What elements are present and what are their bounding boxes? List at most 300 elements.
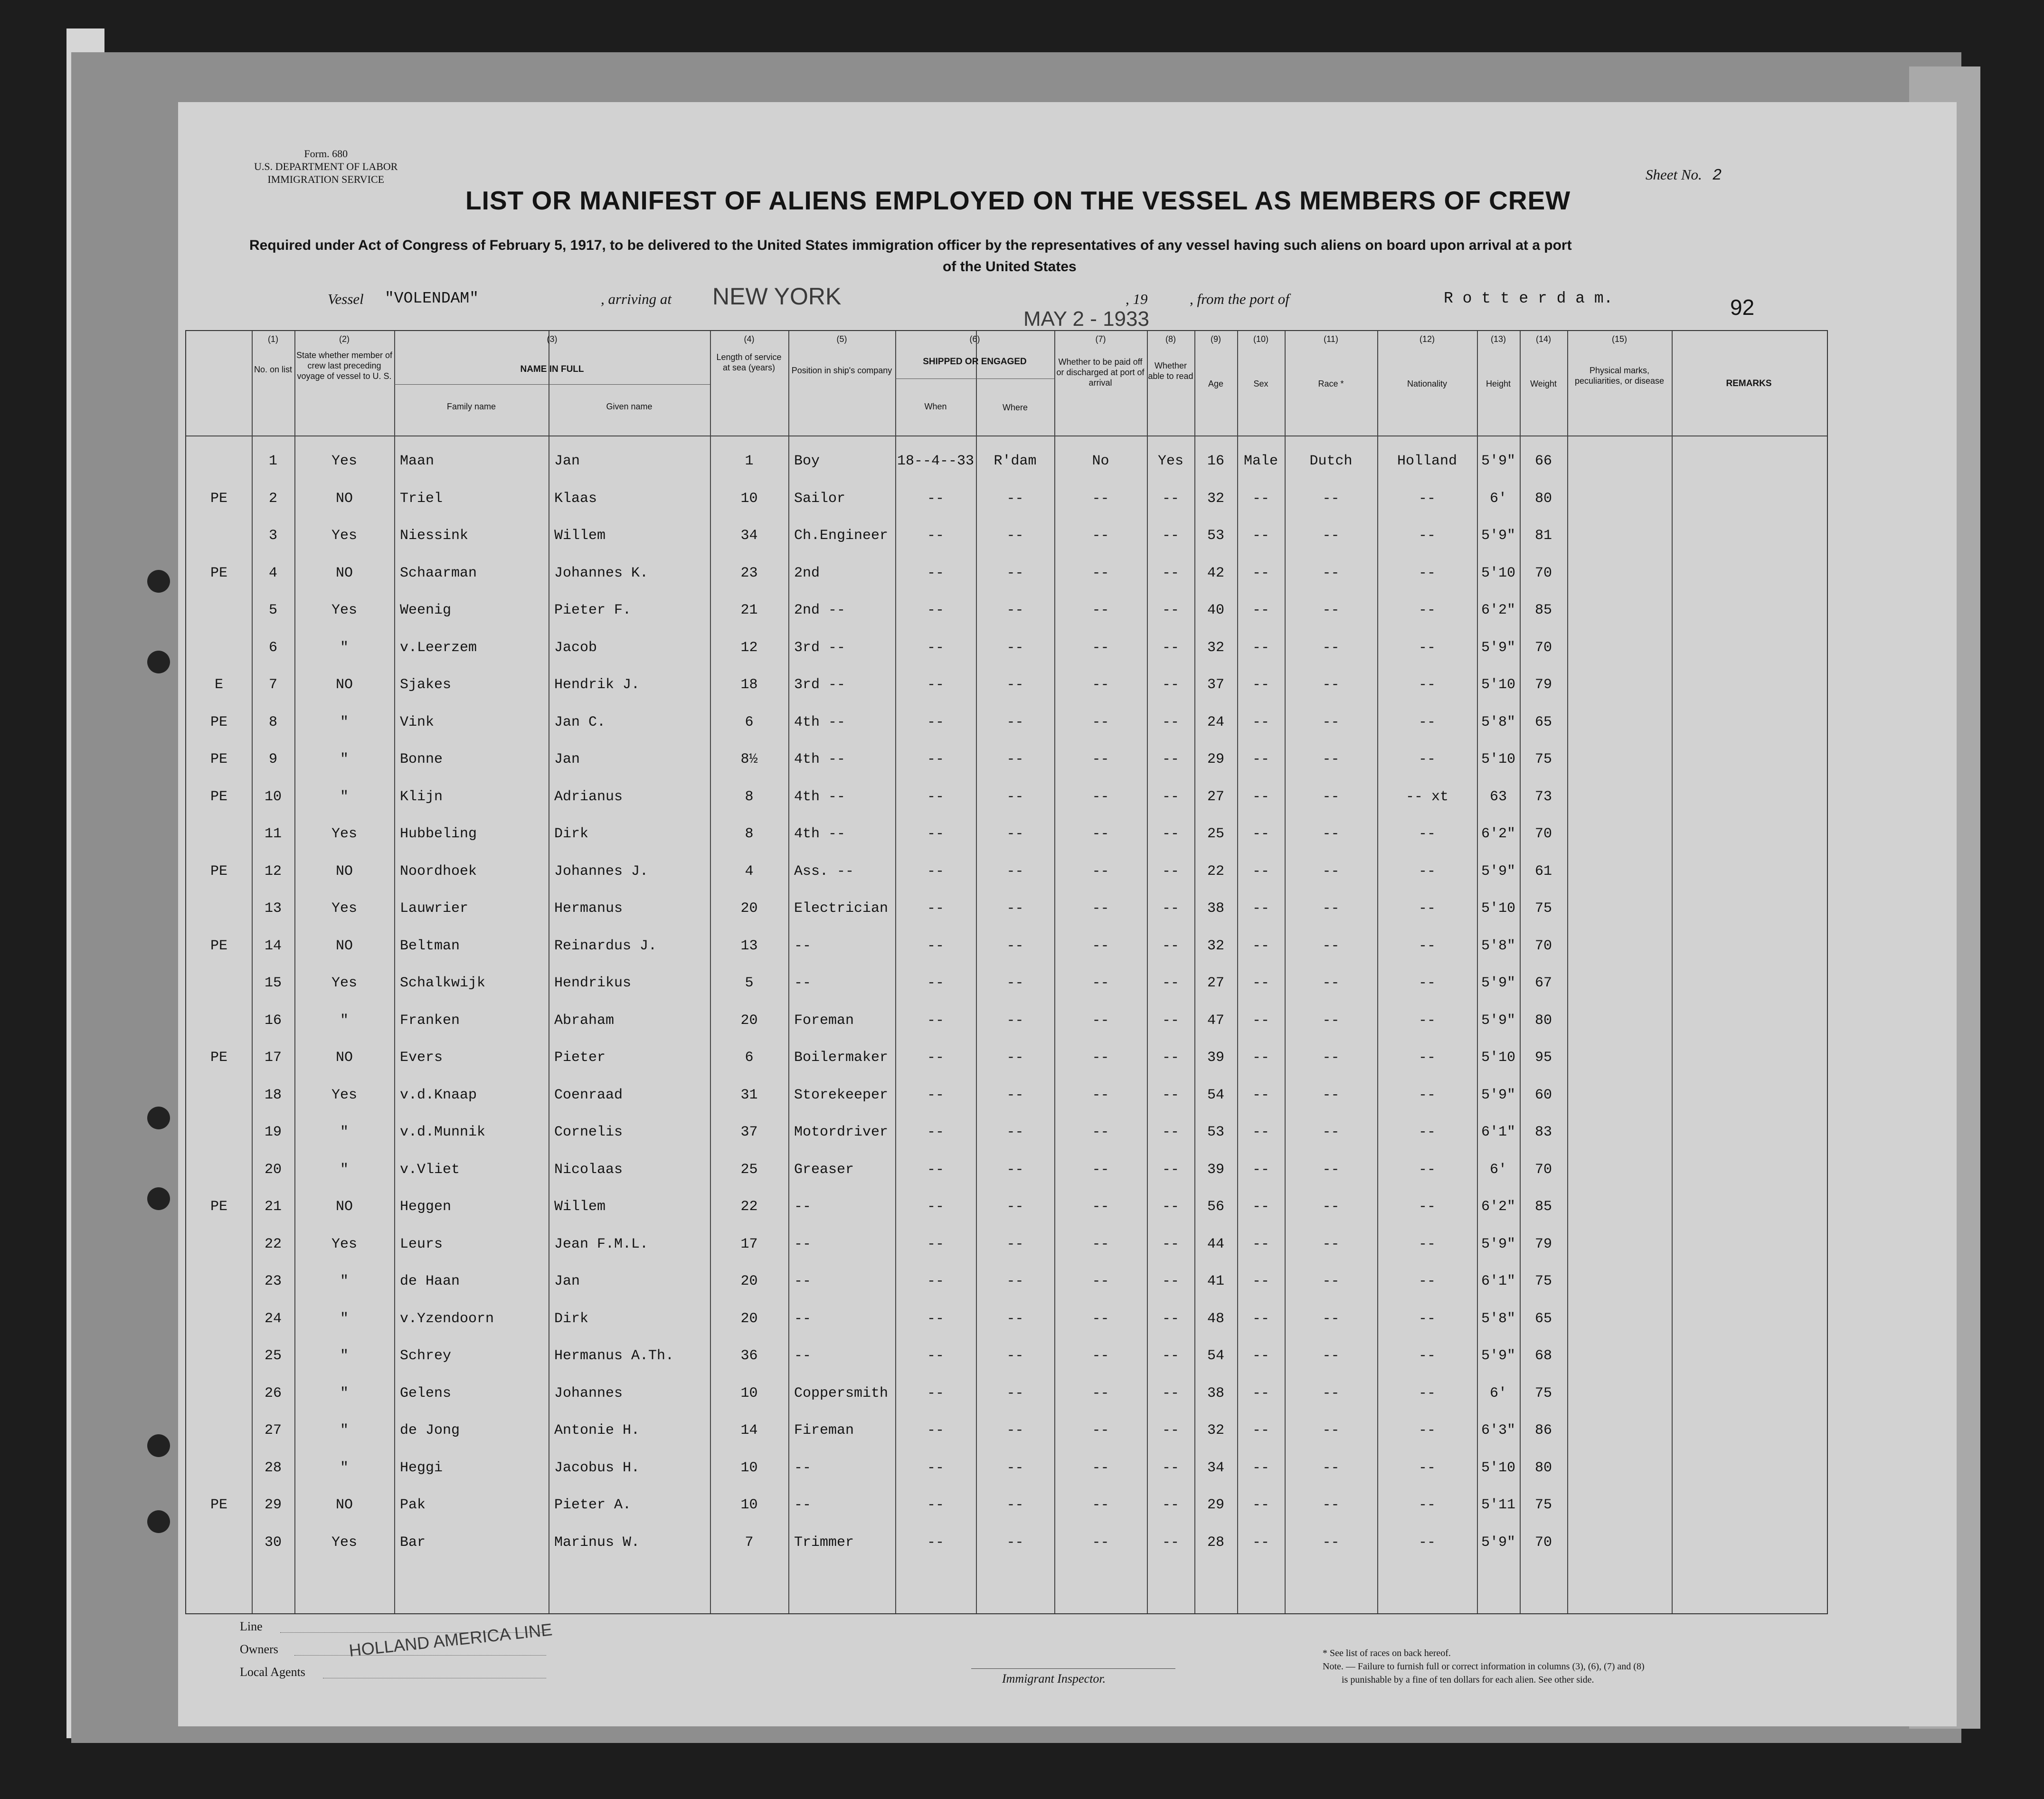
table-row xyxy=(186,629,1827,666)
line-label: Line xyxy=(240,1619,263,1633)
row-service-years: 1 xyxy=(745,453,754,469)
row-shipped-when: -- xyxy=(927,1348,944,1364)
row-height: 6' xyxy=(1489,1385,1507,1401)
row-mark: PE xyxy=(210,1050,227,1066)
row-race: -- xyxy=(1322,937,1340,954)
row-given-name: Jan xyxy=(554,1273,580,1289)
row-member-state: " xyxy=(340,1459,349,1476)
header-member-state: State whether member of crew last preceding voyage of vessel to U. S. xyxy=(296,350,393,381)
row-able-to-read: -- xyxy=(1162,1422,1179,1439)
row-number: 3 xyxy=(268,528,277,544)
row-sex: -- xyxy=(1252,900,1269,917)
row-shipped-when: -- xyxy=(927,1124,944,1140)
row-position: 4th -- xyxy=(794,788,846,805)
row-paid-off: -- xyxy=(1092,1534,1109,1551)
row-family-name: v.Leerzem xyxy=(400,639,477,656)
row-position: -- xyxy=(794,1497,812,1513)
row-given-name: Marinus W. xyxy=(554,1534,640,1551)
header-family-name: Family name xyxy=(446,402,496,411)
row-paid-off: -- xyxy=(1092,714,1109,730)
row-age: 54 xyxy=(1207,1348,1224,1364)
row-paid-off: -- xyxy=(1092,1459,1109,1476)
row-paid-off: -- xyxy=(1092,1348,1109,1364)
row-paid-off: -- xyxy=(1092,1497,1109,1513)
row-able-to-read: -- xyxy=(1162,1012,1179,1029)
row-able-to-read: -- xyxy=(1162,937,1179,954)
row-sex: -- xyxy=(1252,1012,1269,1029)
row-shipped-when: 18--4--33 xyxy=(897,453,975,469)
row-race: -- xyxy=(1322,788,1340,805)
row-position: Electrician xyxy=(794,900,889,917)
row-nationality: -- xyxy=(1418,1050,1436,1066)
row-able-to-read: -- xyxy=(1162,639,1179,656)
row-sex: -- xyxy=(1252,1385,1269,1401)
row-paid-off: No xyxy=(1092,453,1109,469)
row-height: 6'2" xyxy=(1481,602,1515,618)
row-shipped-when: -- xyxy=(927,1385,944,1401)
row-position: Sailor xyxy=(794,490,846,507)
row-family-name: v.Vliet xyxy=(400,1161,460,1178)
row-member-state: Yes xyxy=(331,1534,357,1551)
row-shipped-where: -- xyxy=(1006,1087,1024,1103)
row-shipped-where: -- xyxy=(1006,1348,1024,1364)
note-text-1: Note. — Failure to furnish full or correct information in columns (3), (6), (7) and (8) xyxy=(1323,1661,1645,1672)
row-able-to-read: -- xyxy=(1162,1459,1179,1476)
row-number: 13 xyxy=(264,900,282,917)
punch-hole xyxy=(147,1434,170,1457)
row-position: -- xyxy=(794,937,812,954)
row-member-state: " xyxy=(340,751,349,767)
table-row xyxy=(186,666,1827,703)
header-when: When xyxy=(924,402,947,411)
row-height: 5'10 xyxy=(1481,1050,1515,1066)
row-member-state: " xyxy=(340,639,349,656)
row-weight: 70 xyxy=(1534,1534,1552,1551)
header-given-name: Given name xyxy=(606,402,653,411)
row-family-name: Lauwrier xyxy=(400,900,469,917)
row-paid-off: -- xyxy=(1092,490,1109,507)
row-given-name: Dirk xyxy=(554,1310,589,1327)
row-sex: -- xyxy=(1252,1050,1269,1066)
row-race: -- xyxy=(1322,1050,1340,1066)
row-weight: 67 xyxy=(1534,975,1552,991)
row-service-years: 20 xyxy=(740,1012,758,1029)
row-age: 22 xyxy=(1207,863,1224,880)
header-weight: Weight xyxy=(1530,379,1557,388)
row-mark: PE xyxy=(210,1199,227,1215)
col-num: (7) xyxy=(1095,334,1106,344)
row-given-name: Dirk xyxy=(554,826,589,842)
header-name-in-full: NAME IN FULL xyxy=(520,364,584,374)
row-able-to-read: -- xyxy=(1162,1385,1179,1401)
row-age: 29 xyxy=(1207,1497,1224,1513)
row-weight: 60 xyxy=(1534,1087,1552,1103)
row-mark: PE xyxy=(210,565,227,581)
row-weight: 83 xyxy=(1534,1124,1552,1140)
header-able-to-read: Whether able to read xyxy=(1148,361,1193,381)
row-member-state: " xyxy=(340,1348,349,1364)
row-sex: -- xyxy=(1252,1087,1269,1103)
row-position: -- xyxy=(794,1310,812,1327)
row-number: 26 xyxy=(264,1385,282,1401)
row-paid-off: -- xyxy=(1092,1422,1109,1439)
row-family-name: Weenig xyxy=(400,602,452,618)
row-shipped-when: -- xyxy=(927,1534,944,1551)
row-sex: -- xyxy=(1252,1124,1269,1140)
row-given-name: Jacobus H. xyxy=(554,1459,640,1476)
row-nationality: -- xyxy=(1418,1161,1436,1178)
row-number: 24 xyxy=(264,1310,282,1327)
row-race: Dutch xyxy=(1309,453,1353,469)
row-position: Coppersmith xyxy=(794,1385,889,1401)
row-shipped-where: -- xyxy=(1006,1012,1024,1029)
row-able-to-read: -- xyxy=(1162,1199,1179,1215)
row-given-name: Jan C. xyxy=(554,714,606,730)
row-paid-off: -- xyxy=(1092,677,1109,693)
row-height: 63 xyxy=(1489,788,1507,805)
row-shipped-when: -- xyxy=(927,528,944,544)
row-shipped-when: -- xyxy=(927,788,944,805)
row-sex: -- xyxy=(1252,639,1269,656)
row-race: -- xyxy=(1322,751,1340,767)
row-shipped-when: -- xyxy=(927,639,944,656)
row-nationality: -- xyxy=(1418,1273,1436,1289)
col-num: (10) xyxy=(1253,334,1268,344)
row-sex: -- xyxy=(1252,1497,1269,1513)
row-number: 29 xyxy=(264,1497,282,1513)
row-nationality: -- xyxy=(1418,714,1436,730)
row-able-to-read: -- xyxy=(1162,863,1179,880)
row-member-state: " xyxy=(340,1422,349,1439)
row-number: 14 xyxy=(264,937,282,954)
table-row xyxy=(186,1375,1827,1412)
row-shipped-where: -- xyxy=(1006,602,1024,618)
table-row xyxy=(186,443,1827,480)
row-age: 40 xyxy=(1207,602,1224,618)
table-row xyxy=(186,555,1827,592)
row-weight: 95 xyxy=(1534,1050,1552,1066)
row-age: 48 xyxy=(1207,1310,1224,1327)
row-age: 34 xyxy=(1207,1459,1224,1476)
header-physical-marks: Physical marks, peculiarities, or disease xyxy=(1574,366,1665,386)
table-row xyxy=(186,480,1827,517)
arriving-label: , arriving at xyxy=(601,291,672,307)
row-race: -- xyxy=(1322,1087,1340,1103)
row-position: 3rd -- xyxy=(794,639,846,656)
row-given-name: Johannes xyxy=(554,1385,623,1401)
row-given-name: Antonie H. xyxy=(554,1422,640,1439)
row-position: Foreman xyxy=(794,1012,854,1029)
row-paid-off: -- xyxy=(1092,900,1109,917)
header-paid-off: Whether to be paid off or discharged at port of arrival xyxy=(1056,357,1145,388)
col-num: (13) xyxy=(1490,334,1506,344)
row-able-to-read: -- xyxy=(1162,826,1179,842)
row-weight: 70 xyxy=(1534,826,1552,842)
row-race: -- xyxy=(1322,1459,1340,1476)
arriving-port: NEW YORK xyxy=(712,283,842,310)
row-family-name: Maan xyxy=(400,453,435,469)
row-race: -- xyxy=(1322,1273,1340,1289)
row-number: 19 xyxy=(264,1124,282,1140)
row-shipped-when: -- xyxy=(927,490,944,507)
row-weight: 75 xyxy=(1534,751,1552,767)
row-shipped-where: -- xyxy=(1006,565,1024,581)
row-position: Boilermaker xyxy=(794,1050,889,1066)
local-agents-label: Local Agents xyxy=(240,1665,305,1679)
row-member-state: " xyxy=(340,1012,349,1029)
row-service-years: 34 xyxy=(740,528,758,544)
table-row xyxy=(186,1487,1827,1524)
row-service-years: 10 xyxy=(740,1385,758,1401)
row-paid-off: -- xyxy=(1092,565,1109,581)
row-shipped-where: -- xyxy=(1006,1422,1024,1439)
punch-hole xyxy=(147,1510,170,1533)
row-weight: 70 xyxy=(1534,565,1552,581)
row-position: Greaser xyxy=(794,1161,854,1178)
row-age: 24 xyxy=(1207,714,1224,730)
row-family-name: Noordhoek xyxy=(400,863,477,880)
row-service-years: 36 xyxy=(740,1348,758,1364)
row-service-years: 23 xyxy=(740,565,758,581)
row-shipped-where: -- xyxy=(1006,1124,1024,1140)
row-sex: -- xyxy=(1252,863,1269,880)
row-able-to-read: -- xyxy=(1162,975,1179,991)
row-family-name: de Jong xyxy=(400,1422,460,1439)
row-shipped-when: -- xyxy=(927,1497,944,1513)
row-able-to-read: -- xyxy=(1162,565,1179,581)
company-stamp: HOLLAND AMERICA LINE xyxy=(348,1619,553,1660)
row-weight: 79 xyxy=(1534,1236,1552,1252)
row-member-state: " xyxy=(340,1385,349,1401)
row-shipped-where: -- xyxy=(1006,1273,1024,1289)
row-family-name: Heggi xyxy=(400,1459,443,1476)
row-given-name: Cornelis xyxy=(554,1124,623,1140)
row-sex: -- xyxy=(1252,1310,1269,1327)
row-weight: 85 xyxy=(1534,602,1552,618)
row-family-name: Schrey xyxy=(400,1348,452,1364)
row-weight: 65 xyxy=(1534,714,1552,730)
row-shipped-when: -- xyxy=(927,565,944,581)
row-age: 32 xyxy=(1207,1422,1224,1439)
row-shipped-where: -- xyxy=(1006,714,1024,730)
row-shipped-where: -- xyxy=(1006,788,1024,805)
row-height: 5'9" xyxy=(1481,1534,1515,1551)
row-race: -- xyxy=(1322,602,1340,618)
col-num: (9) xyxy=(1211,334,1221,344)
row-shipped-where: -- xyxy=(1006,1050,1024,1066)
row-age: 54 xyxy=(1207,1087,1224,1103)
row-service-years: 10 xyxy=(740,490,758,507)
row-member-state: NO xyxy=(335,1050,353,1066)
row-height: 6'2" xyxy=(1481,1199,1515,1215)
row-sex: -- xyxy=(1252,528,1269,544)
row-number: 28 xyxy=(264,1459,282,1476)
form-header xyxy=(254,147,397,186)
vessel-label: Vessel xyxy=(328,291,364,307)
row-race: -- xyxy=(1322,900,1340,917)
row-height: 5'9" xyxy=(1481,639,1515,656)
row-paid-off: -- xyxy=(1092,528,1109,544)
row-shipped-when: -- xyxy=(927,677,944,693)
row-nationality: -- xt xyxy=(1405,788,1448,805)
row-given-name: Pieter F. xyxy=(554,602,632,618)
row-member-state: NO xyxy=(335,863,353,880)
row-nationality: -- xyxy=(1418,1310,1436,1327)
row-age: 37 xyxy=(1207,677,1224,693)
row-given-name: Adrianus xyxy=(554,788,623,805)
row-weight: 80 xyxy=(1534,1459,1552,1476)
row-family-name: v.d.Munnik xyxy=(400,1124,486,1140)
table-row xyxy=(186,517,1827,554)
row-height: 6' xyxy=(1489,490,1507,507)
row-paid-off: -- xyxy=(1092,1050,1109,1066)
col-num: (2) xyxy=(339,334,350,344)
row-service-years: 7 xyxy=(745,1534,754,1551)
row-service-years: 8 xyxy=(745,826,754,842)
row-member-state: Yes xyxy=(331,528,357,544)
row-race: -- xyxy=(1322,714,1340,730)
header-remarks: REMARKS xyxy=(1726,379,1772,388)
requirement-line-2: of the United States xyxy=(943,259,1077,275)
row-service-years: 8½ xyxy=(740,751,758,767)
row-member-state: NO xyxy=(335,1497,353,1513)
row-mark: PE xyxy=(210,788,227,805)
row-nationality: -- xyxy=(1418,1124,1436,1140)
row-able-to-read: -- xyxy=(1162,528,1179,544)
row-mark: PE xyxy=(210,751,227,767)
col-num: (12) xyxy=(1419,334,1435,344)
row-service-years: 18 xyxy=(740,677,758,693)
row-sex: -- xyxy=(1252,490,1269,507)
row-paid-off: -- xyxy=(1092,863,1109,880)
table-row xyxy=(186,1188,1827,1225)
row-sex: -- xyxy=(1252,1422,1269,1439)
row-race: -- xyxy=(1322,1497,1340,1513)
row-nationality: -- xyxy=(1418,1534,1436,1551)
row-given-name: Johannes J. xyxy=(554,863,649,880)
row-service-years: 31 xyxy=(740,1087,758,1103)
page-number: 92 xyxy=(1730,295,1755,320)
row-member-state: " xyxy=(340,1124,349,1140)
header-no-on-list: No. on list xyxy=(254,365,293,374)
row-number: 7 xyxy=(268,677,277,693)
row-age: 47 xyxy=(1207,1012,1224,1029)
row-given-name: Hermanus A.Th. xyxy=(554,1348,674,1364)
row-position: Ass. -- xyxy=(794,863,854,880)
row-position: 4th -- xyxy=(794,751,846,767)
header-race: Race * xyxy=(1318,379,1344,388)
form-number: Form. 680 xyxy=(304,148,348,160)
table-row xyxy=(186,1449,1827,1487)
punch-hole xyxy=(147,1187,170,1210)
punch-hole xyxy=(147,651,170,673)
row-family-name: Bonne xyxy=(400,751,443,767)
row-nationality: -- xyxy=(1418,1385,1436,1401)
row-weight: 68 xyxy=(1534,1348,1552,1364)
row-paid-off: -- xyxy=(1092,639,1109,656)
row-sex: -- xyxy=(1252,1273,1269,1289)
row-shipped-where: -- xyxy=(1006,1199,1024,1215)
row-shipped-when: -- xyxy=(927,1422,944,1439)
row-height: 5'9" xyxy=(1481,528,1515,544)
row-sex: -- xyxy=(1252,751,1269,767)
row-service-years: 25 xyxy=(740,1161,758,1178)
row-mark: PE xyxy=(210,714,227,730)
col-num: (1) xyxy=(268,334,278,344)
row-shipped-where: R'dam xyxy=(994,453,1037,469)
row-given-name: Jacob xyxy=(554,639,597,656)
row-able-to-read: -- xyxy=(1162,751,1179,767)
row-family-name: Klijn xyxy=(400,788,443,805)
requirement-line-1: Required under Act of Congress of February 5, 1917, to be delivered to the United States immigration officer by the representatives of any vessel having such aliens on board upon arrival at a port xyxy=(249,237,1572,253)
row-member-state: NO xyxy=(335,490,353,507)
row-shipped-where: -- xyxy=(1006,528,1024,544)
row-shipped-where: -- xyxy=(1006,1534,1024,1551)
row-shipped-where: -- xyxy=(1006,975,1024,991)
row-member-state: Yes xyxy=(331,826,357,842)
row-sex: -- xyxy=(1252,602,1269,618)
row-member-state: NO xyxy=(335,937,353,954)
row-shipped-where: -- xyxy=(1006,1236,1024,1252)
row-shipped-where: -- xyxy=(1006,937,1024,954)
row-shipped-when: -- xyxy=(927,1236,944,1252)
row-able-to-read: -- xyxy=(1162,714,1179,730)
row-race: -- xyxy=(1322,975,1340,991)
row-weight: 81 xyxy=(1534,528,1552,544)
row-weight: 85 xyxy=(1534,1199,1552,1215)
row-service-years: 14 xyxy=(740,1422,758,1439)
row-able-to-read: -- xyxy=(1162,1236,1179,1252)
row-position: -- xyxy=(794,1273,812,1289)
row-height: 5'10 xyxy=(1481,565,1515,581)
row-nationality: -- xyxy=(1418,1459,1436,1476)
row-nationality: -- xyxy=(1418,602,1436,618)
row-age: 29 xyxy=(1207,751,1224,767)
row-sex: -- xyxy=(1252,826,1269,842)
row-number: 21 xyxy=(264,1199,282,1215)
row-given-name: Jan xyxy=(554,453,580,469)
row-race: -- xyxy=(1322,1385,1340,1401)
row-number: 23 xyxy=(264,1273,282,1289)
row-weight: 65 xyxy=(1534,1310,1552,1327)
punch-hole xyxy=(147,1107,170,1129)
row-given-name: Coenraad xyxy=(554,1087,623,1103)
row-age: 38 xyxy=(1207,900,1224,917)
table-row xyxy=(186,853,1827,890)
row-weight: 80 xyxy=(1534,490,1552,507)
row-age: 32 xyxy=(1207,937,1224,954)
row-nationality: -- xyxy=(1418,490,1436,507)
row-shipped-where: -- xyxy=(1006,751,1024,767)
row-shipped-when: -- xyxy=(927,975,944,991)
row-height: 6' xyxy=(1489,1161,1507,1178)
row-number: 22 xyxy=(264,1236,282,1252)
row-age: 25 xyxy=(1207,826,1224,842)
row-weight: 70 xyxy=(1534,937,1552,954)
row-age: 41 xyxy=(1207,1273,1224,1289)
row-member-state: " xyxy=(340,1273,349,1289)
header-position: Position in ship's company xyxy=(791,366,892,375)
row-position: -- xyxy=(794,1199,812,1215)
row-member-state: Yes xyxy=(331,453,357,469)
row-race: -- xyxy=(1322,1012,1340,1029)
row-member-state: Yes xyxy=(331,975,357,991)
row-sex: Male xyxy=(1243,453,1278,469)
row-able-to-read: -- xyxy=(1162,788,1179,805)
row-age: 16 xyxy=(1207,453,1224,469)
row-height: 5'9" xyxy=(1481,863,1515,880)
row-shipped-where: -- xyxy=(1006,639,1024,656)
